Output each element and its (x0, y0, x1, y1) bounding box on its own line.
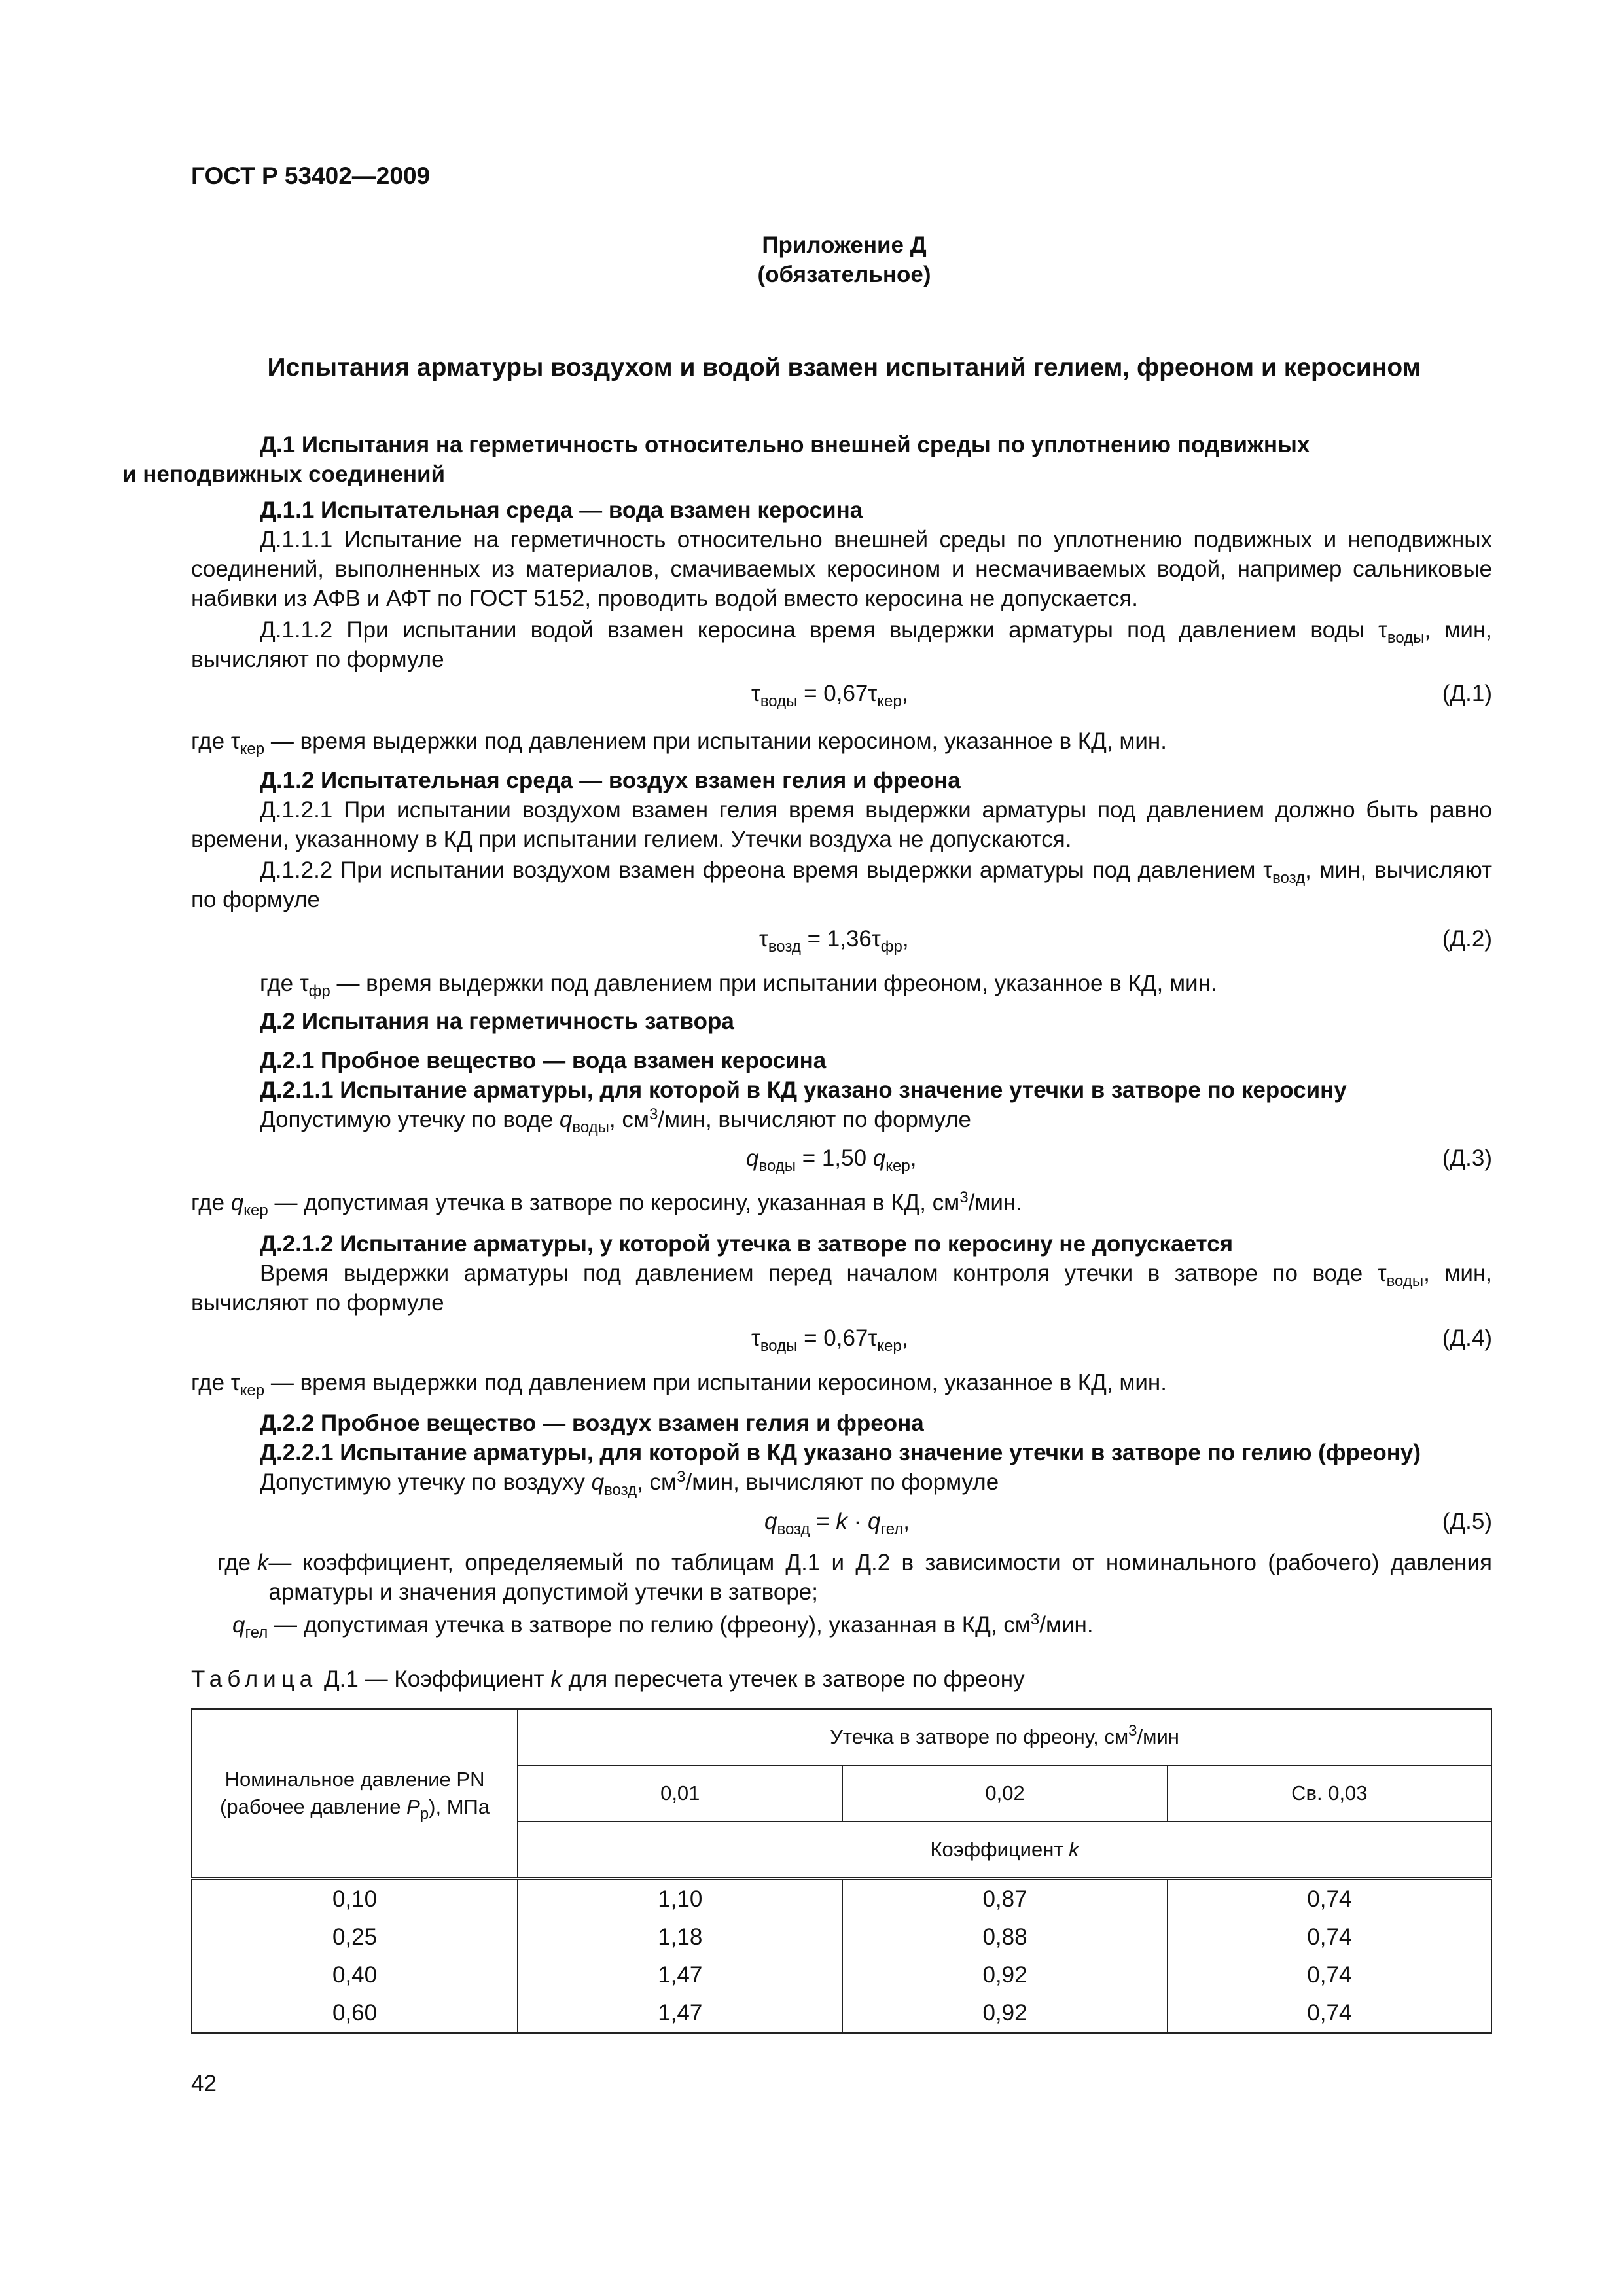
equation-d2: $\tau_{возд} = 1,36\tau_{фр}$, (759, 926, 909, 956)
paragraph-d1122: Д.1.2.2 При испытании воздухом взамен фреона время выдержки арматуры под давлением $\tau_{возд}$, мин, вычисляют по формуле (191, 857, 1492, 912)
paragraph-d211: Допустимую утечку по воде $q_{воды}$, $см^3$/мин, вычисляют по формуле (260, 1105, 972, 1136)
page-number: 42 (191, 2071, 217, 2096)
section-d1-heading (122, 430, 1492, 489)
section-d221-heading: Д.2.2.1 Испытание арматуры, для которой в КД указано значение утечки в затворе по гелию (фреону) (260, 1440, 1421, 1465)
main-title: Испытания арматуры воздухом и водой взамен испытаний гелием, фреоном и керосином (267, 353, 1421, 382)
table-header-leak-2: 0,02 (842, 1765, 1167, 1821)
paragraph-d221: Допустимую утечку по воздуху $q_{возд}$, $см^3$/мин, вычисляют по формуле (260, 1468, 999, 1499)
section-d2-heading: Д.2 Испытания на герметичность затвора (260, 1009, 734, 1034)
where-d1: где $\tau_{кер}$ — время выдержки под давлением при испытании керосином, указанное в КД, мин. (191, 728, 1167, 758)
annex-title: Приложение Д (762, 232, 927, 258)
where-d5-k: где k — коэффициент, определяемый по таблицам Д.1 и Д.2 в зависимости от номинального (рабочего) давления арматуры и значения допустимой утечки в затворе; (217, 1550, 1492, 1605)
equation-number-d5: (Д.5) (1442, 1509, 1492, 1534)
standard-designation: ГОСТ Р 53402—2009 (191, 162, 431, 189)
section-d22-heading: Д.2.2 Пробное вещество — воздух взамен гелия и фреона (260, 1410, 924, 1436)
table-caption: Таблица Д.1 — Коэффициент k для пересчета утечек в затворе по фреону (191, 1666, 1025, 1692)
table-row: 0,10 1,10 0,87 0,74 (192, 1879, 1491, 1919)
paragraph-d1121: Д.1.2.1 При испытании воздухом взамен гелия время выдержки арматуры под давлением должно быть равно времени, указанному в КД при испытании гелием. Утечки воздуха не допускаются. (191, 797, 1492, 852)
table-row: 0,25 1,18 0,88 0,74 (192, 1918, 1491, 1956)
where-d2: где $\tau_{фр}$ — время выдержки под давлением при испытании фреоном, указанное в КД, мин. (260, 971, 1217, 1000)
annex-status: (обязательное) (757, 262, 931, 287)
section-d112-heading: Д.1.2 Испытательная среда — воздух взамен гелия и фреона (260, 768, 961, 793)
section-d1-heading-line1: Д.1 Испытания на герметичность относительно внешней среды по уплотнению подвижных (260, 432, 1310, 457)
equation-d4: $\tau_{воды} = 0,67\tau_{кер}$, (751, 1325, 908, 1355)
tau-symbol: τ (1378, 617, 1387, 643)
equation-d5: $q_{возд} = k \cdot q_{гел}$, (764, 1509, 910, 1538)
section-d211-heading: Д.2.1.1 Испытание арматуры, для которой в КД указано значение утечки в затворе по керосину (260, 1077, 1347, 1103)
equation-number-d4: (Д.4) (1442, 1325, 1492, 1351)
equation-d1: $\tau_{воды} = 0,67\tau_{кер}$, (751, 681, 908, 710)
table-row: 0,60 1,47 0,92 0,74 (192, 1994, 1491, 2033)
section-d111-heading: Д.1.1 Испытательная среда — вода взамен керосина (260, 497, 863, 523)
paragraph-d1111: Д.1.1.1 Испытание на герметичность относительно внешней среды по уплотнению подвижных и неподвижных соединений, выполненных из материалов, смачиваемых керосином и несмачиваемых водой, например сальниковые набивки из АФВ и АФТ по ГОСТ 5152, проводить водой вместо керосина не допускается. (191, 527, 1492, 611)
table-header-coefficient: Коэффициент k (518, 1821, 1491, 1879)
table-header-pressure: Номинальное давление PN (рабочее давление $P_р$), МПа (192, 1709, 518, 1879)
table-header-leak-1: 0,01 (518, 1765, 842, 1821)
table-row: 0,40 1,47 0,92 0,74 (192, 1956, 1491, 1994)
equation-d3: $q_{воды} = 1,50$ $q_{кер}$, (746, 1145, 917, 1175)
section-d212-heading: Д.2.1.2 Испытание арматуры, у которой утечка в затворе по керосину не допускается (260, 1231, 1234, 1257)
equation-number-d3: (Д.3) (1442, 1145, 1492, 1171)
table-header-leak-3: Св. 0,03 (1168, 1765, 1491, 1821)
paragraph-d1112: Д.1.1.2 При испытании водой взамен керосина время выдержки арматуры под давлением воды $\tau_{воды}$, мин, вычисляют по формуле (191, 617, 1492, 672)
section-d21-heading: Д.2.1 Пробное вещество — вода взамен керосина (260, 1048, 827, 1073)
equation-number-d1: (Д.1) (1442, 681, 1492, 706)
paragraph-d212: Время выдержки арматуры под давлением перед началом контроля утечки в затворе по воде $\tau_{воды}$, мин, вычисляют по формуле (191, 1261, 1493, 1316)
where-d3: где $q_{кер}$ — допустимая утечка в затворе по керосину, указанная в КД, $см^3$/мин. (191, 1189, 1022, 1219)
table-header-leak-group: Утечка в затворе по фреону, $см^3$/мин (518, 1709, 1491, 1765)
where-d5-q: $q_{гел}$ — допустимая утечка в затворе по гелию (фреону), указанная в КД, $см^3$/мин. (232, 1611, 1094, 1641)
section-d1-heading-line2: и неподвижных соединений (122, 461, 446, 487)
equation-number-d2: (Д.2) (1442, 926, 1492, 952)
coefficient-table (191, 1708, 1492, 2034)
where-d4: где $\tau_{кер}$ — время выдержки под давлением при испытании керосином, указанное в КД, мин. (191, 1370, 1167, 1399)
